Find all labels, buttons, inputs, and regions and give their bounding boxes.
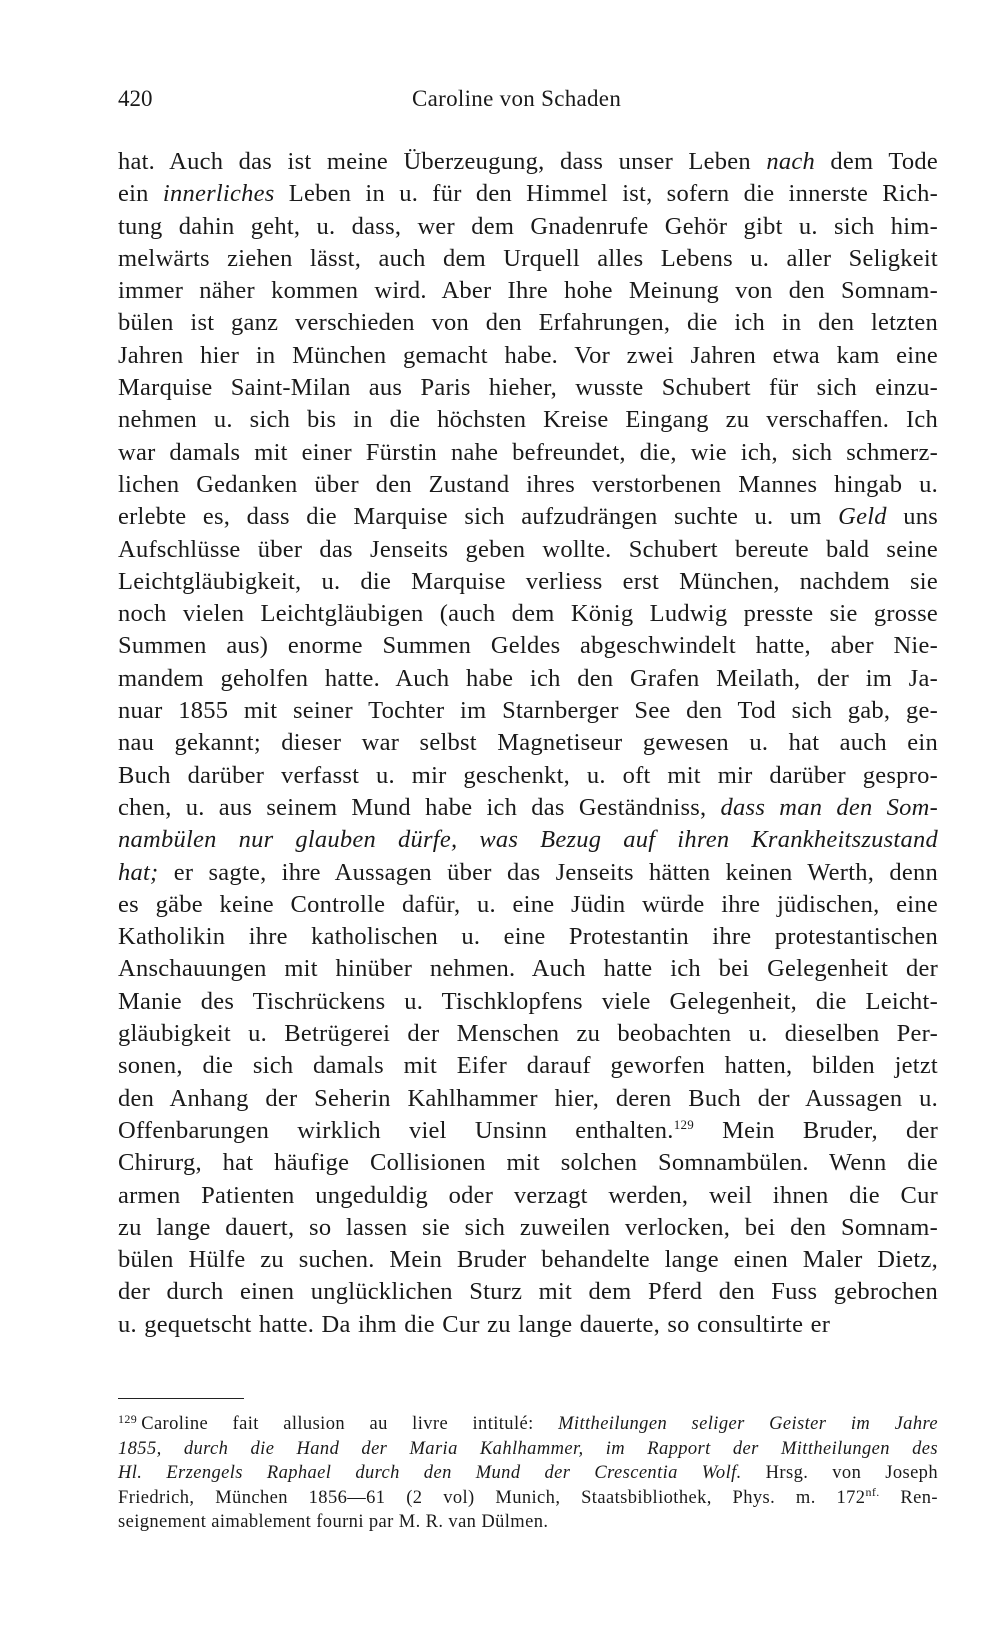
text-line <box>118 1018 938 1050</box>
text-run: zu lange dauert, so lassen sie sich zuweilen verlocken, bei den Somnam- <box>118 1213 938 1241</box>
text-run: Caroline fait allusion au livre intitulé: <box>141 1414 559 1434</box>
text-run: den Anhang der Seherin Kahlhammer hier, deren Buch der Aussagen u. <box>118 1084 938 1112</box>
text-line <box>118 307 938 339</box>
text-line <box>118 211 938 243</box>
footnote-line <box>118 1412 938 1437</box>
footnote-number: 129 <box>118 1412 138 1426</box>
text-run: Manie des Tischrückens u. Tischklopfens viele Gelegenheit, die Leicht- <box>118 987 938 1015</box>
footnote-reference: 129 <box>673 1116 694 1132</box>
text-line <box>118 1115 938 1147</box>
text-line <box>118 1212 938 1244</box>
text-line <box>118 630 938 662</box>
text-run: seignement aimablement fourni par M. R. van Dülmen. <box>118 1512 549 1533</box>
text-run: nehmen u. sich bis in die höchsten Kreise Eingang zu verschaffen. Ich <box>118 406 938 434</box>
text-line <box>118 501 938 533</box>
text-line <box>118 404 938 436</box>
text-run: Friedrich, München 1856—61 (2 vol) Munich, Staatsbibliothek, Phys. m. 172 <box>118 1487 866 1508</box>
main-text <box>118 146 938 1341</box>
text-run: Summen aus) enorme Summen Geldes abgeschwindelt hatte, aber Nie- <box>118 632 938 660</box>
text-run: sonen, die sich damals mit Eifer darauf geworfen hatten, bilden jetzt <box>118 1052 938 1080</box>
text-run: nuar 1855 mit seiner Tochter im Starnberger See den Tod sich gab, ge- <box>118 697 938 725</box>
italic-text: 1855, durch die Hand der Maria Kahlhammer, im Rapport der Mittheilungen des <box>118 1438 938 1459</box>
text-line <box>118 824 938 856</box>
text-run: armen Patienten ungeduldig oder verzagt werden, weil ihnen die Cur <box>118 1181 938 1209</box>
footnote-reference: nf. <box>865 1484 880 1499</box>
text-run: erlebte es, dass die Marquise sich aufzudrängen suchte u. um <box>118 503 839 531</box>
text-run: dem Tode <box>814 148 938 175</box>
text-run: Leichtgläubigkeit, u. die Marquise verliess erst München, nachdem sie <box>118 567 938 595</box>
text-line <box>118 275 938 307</box>
italic-text: Geld <box>838 503 887 531</box>
footnote-line <box>118 1437 938 1462</box>
text-run: Hrsg. von Joseph <box>741 1463 938 1484</box>
text-run: chen, u. aus seinem Mund habe ich das Geständniss, <box>118 793 721 821</box>
text-line <box>118 792 938 824</box>
page-number: 420 <box>118 86 153 111</box>
text-run: Jahren hier in München gemacht habe. Vor zwei Jahren etwa kam eine <box>118 341 938 369</box>
text-line <box>118 1309 938 1341</box>
text-run: bülen Hülfe zu suchen. Mein Bruder behandelte lange einen Maler Dietz, <box>118 1246 938 1274</box>
text-line <box>118 243 938 275</box>
text-line <box>118 469 938 501</box>
text-line <box>118 146 938 178</box>
footnote-line <box>118 1486 938 1511</box>
text-line <box>118 889 938 921</box>
text-run: noch vielen Leichtgläubigen (auch dem König Ludwig presste sie grosse <box>118 600 938 628</box>
footnote-section <box>118 1412 938 1535</box>
italic-text: dass man den Som- <box>720 793 938 821</box>
text-line <box>118 1180 938 1212</box>
italic-text: nach <box>766 148 815 175</box>
text-line <box>118 986 938 1018</box>
text-run: immer näher kommen wird. Aber Ihre hohe Meinung von den Somnam- <box>118 277 938 305</box>
text-run: ein <box>118 180 163 208</box>
text-run: hat. Auch das ist meine Überzeugung, dass unser Leben <box>118 148 767 175</box>
text-run: Anschauungen mit hinüber nehmen. Auch hatte ich bei Gelegenheit der <box>118 955 938 983</box>
text-line <box>118 1050 938 1082</box>
text-line <box>118 534 938 566</box>
text-run: tung dahin geht, u. dass, wer dem Gnadenrufe Gehör gibt u. sich him- <box>118 212 938 240</box>
text-run: der durch einen unglücklichen Sturz mit dem Pferd den Fuss gebrochen <box>118 1278 938 1306</box>
text-run: er sagte, ihre Aussagen über das Jenseits hätten keinen Werth, denn <box>158 858 938 886</box>
text-run: Marquise Saint-Milan aus Paris hieher, wusste Schubert für sich einzu- <box>118 374 938 402</box>
text-line <box>118 1147 938 1179</box>
running-title: Caroline von Schaden <box>412 86 622 111</box>
text-run: war damals mit einer Fürstin nahe befreundet, die, wie ich, sich schmerz- <box>118 438 938 466</box>
italic-text: nambülen nur glauben dürfe, was Bezug auf ihren Krankheitszustand <box>118 826 938 854</box>
text-line <box>118 1083 938 1115</box>
text-line <box>118 760 938 792</box>
text-run: Katholikin ihre katholischen u. eine Protestantin ihre protestantischen <box>118 923 938 951</box>
text-run: Ren- <box>879 1487 938 1508</box>
text-run: lichen Gedanken über den Zustand ihres verstorbenen Mannes hingab u. <box>118 470 938 498</box>
footnote-divider <box>118 1398 244 1399</box>
text-run: es gäbe keine Controlle dafür, u. eine Jüdin würde ihre jüdischen, eine <box>118 890 938 918</box>
text-line <box>118 921 938 953</box>
text-line <box>118 1244 938 1276</box>
text-run: Offenbarungen wirklich viel Unsinn enthalten. <box>118 1116 674 1144</box>
text-run: Buch darüber verfasst u. mir geschenkt, u. oft mit mir darüber gespro- <box>118 761 938 789</box>
text-line <box>118 598 938 630</box>
text-line <box>118 566 938 598</box>
text-run: uns <box>886 503 938 531</box>
text-run: bülen ist ganz verschieden von den Erfahrungen, die ich in den letzten <box>118 309 938 337</box>
text-line <box>118 372 938 404</box>
text-run: Chirurg, hat häufige Collisionen mit solchen Somnambülen. Wenn die <box>118 1149 938 1177</box>
italic-text: Hl. Erzengels Raphael durch den Mund der Crescentia Wolf. <box>118 1463 742 1484</box>
footnote-line <box>118 1510 938 1535</box>
text-line <box>118 178 938 210</box>
text-line <box>118 1276 938 1308</box>
text-line <box>118 857 938 889</box>
text-line <box>118 663 938 695</box>
text-run: Mein Bruder, der <box>693 1116 938 1144</box>
text-line <box>118 437 938 469</box>
text-line <box>118 727 938 759</box>
footnote-line <box>118 1461 938 1486</box>
text-line <box>118 340 938 372</box>
text-run: nau gekannt; dieser war selbst Magnetiseur gewesen u. hat auch ein <box>118 729 938 757</box>
text-run: u. gequetscht hatte. Da ihm die Cur zu lange dauerte, so consultirte er <box>118 1310 831 1338</box>
text-run: melwärts ziehen lässt, auch dem Urquell alles Lebens u. aller Seligkeit <box>118 244 938 272</box>
text-run: mandem geholfen hatte. Auch habe ich den Grafen Meilath, der im Ja- <box>118 664 938 692</box>
text-run: Leben in u. für den Himmel ist, sofern die innerste Rich- <box>274 180 938 208</box>
text-line <box>118 695 938 727</box>
page-header <box>118 86 938 120</box>
text-run: Aufschlüsse über das Jenseits geben wollte. Schubert bereute bald seine <box>118 535 938 563</box>
text-run: gläubigkeit u. Betrügerei der Menschen zu beobachten u. dieselben Per- <box>118 1020 938 1048</box>
italic-text: innerliches <box>162 180 275 208</box>
italic-text: Mittheilungen seliger Geister im Jahre <box>558 1414 939 1434</box>
italic-text: hat; <box>118 858 159 886</box>
text-line <box>118 953 938 985</box>
